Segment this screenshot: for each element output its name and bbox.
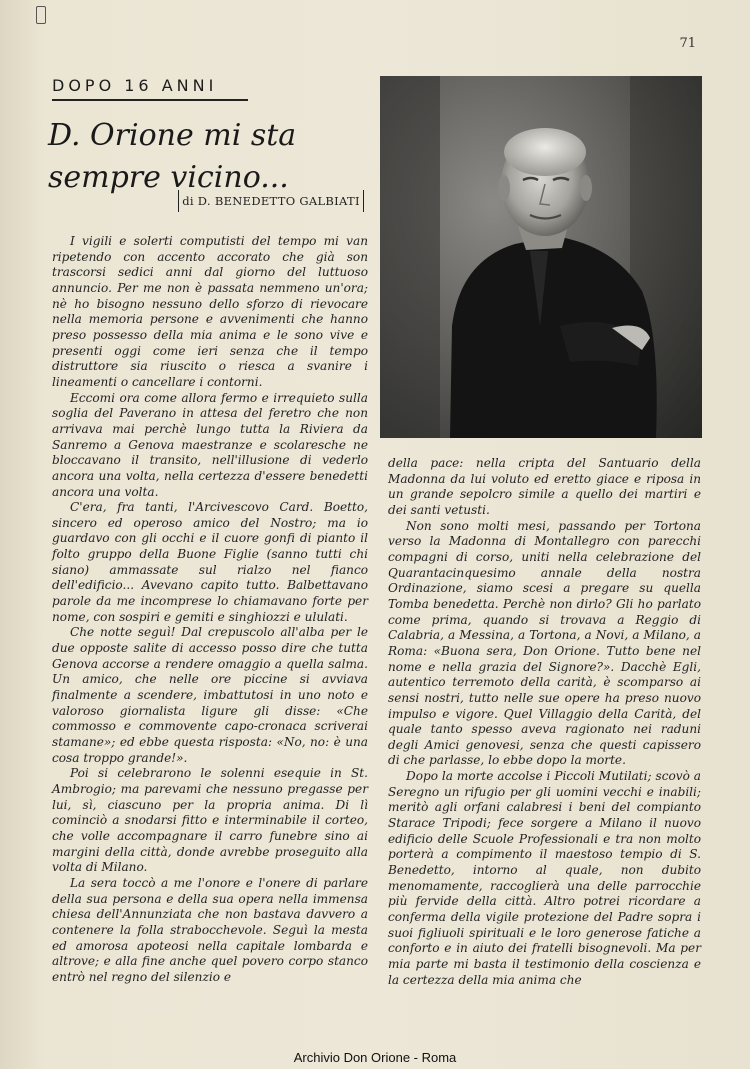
paragraph: La sera toccò a me l'onore e l'onere di parlare della sua persona e della sua opera nella immensa chiesa dell'Annunziata che non bastava davvero a contenere la folla strabocchevole. Seguì la mesta ed amorosa apoteosi nella capitale lombarda e altrove; e alla fine anche quel povero corpo stanco entrò nel regno del silenzio e [52,875,368,984]
paragraph: Non sono molti mesi, passando per Tortona verso la Madonna di Montallegro con parecchi compagni di corso, uniti nella celebrazione del Quarantacinquesimo annale della nostra Ordinazione, siamo scesi a pregare su quella Tomba benedetta. Perchè non dirlo? Gli ho parlato come prima, quando si trovava a Reggio di Calabria, a Messina, a Tortona, a Novi, a Milano, a Roma: «Buona sera, Don Orione. Tutto bene nel nome e nella grazia del Signore?». Dacchè Egli, autentico terremoto della carità, è scomparso ai sensi nostri, tutto nelle sue opere ha preso nuovo impulso e vigore. Quel Villaggio della Carità, del quale tanto spesso aveva ragionato nei raduni degli Amici genovesi, senza che questi capissero di che parlasse, lo ebbe dopo la morte. [388,518,701,768]
section-label: DOPO 16 ANNI [52,76,248,101]
portrait-photo [380,76,702,438]
author-byline: di D. BENEDETTO GALBIATI [178,190,364,212]
left-column [52,234,368,986]
corner-mark-icon [36,6,46,24]
paragraph: C'era, fra tanti, l'Arcivescovo Card. Boetto, sincero ed operoso amico del Nostro; ma io guardavo con gli occhi e il cuore gonfi di pianto il folto gruppo della Buone Figlie (sanno tutti chi siano) ammassate sul rialzo nel fianco dell'edificio... Avevano capito tutto. Balbettavano parole da me incomprese lo chiamavano forte per nome, con sospiri e gemiti e singhiozzi e ululati. [52,500,368,624]
right-column [388,456,701,988]
portrait-photo-icon [380,76,702,438]
article-title: D. Orione mi sta sempre vicino... [48,118,297,195]
paragraph: della pace: nella cripta del Santuario della Madonna da lui voluto ed eretto giace e riposa in un grande sepolcro simile a quello dei martiri e dei santi vetusti. [388,456,701,517]
paragraph: Che notte seguì! Dal crepuscolo all'alba per le due opposte salite di accesso posso dire che tutta Genova accorse a rendere omaggio a quella salma. Un amico, che nelle ore piccine si avviava finalmente a scendere, imbattutosi in uno noto e valoroso giornalista ligure gli disse: «Che commosso e commovente capo-cronaca scriverai stamane»; ed ebbe questa risposta: «No, no: è una cosa troppo grande!». [52,625,368,765]
page-number: 71 [679,36,696,51]
paragraph: Poi si celebrarono le solenni esequie in St. Ambrogio; ma parevami che nessuno pregasse per lui, sì, ciascuno per la propria anima. Di lì cominciò a snodarsi fitto e interminabile il corteo, che volle accompagnare il carro funebre sino ai margini della città, donde avrebbe proseguito alla volta di Milano. [52,766,368,875]
paragraph: Dopo la morte accolse i Piccoli Mutilati; scovò a Seregno un rifugio per gli uomini vecchi e inabili; meritò agli orfani calabresi i beni del compianto Starace Tripodi; fece sorgere a Milano il nuovo edificio delle Scuole Professionali e tra non molto porterà a compimento il maestoso tempio di S. Benedetto, intorno al quale, non dubito menomamente, raccoglierà una delle parrocchie più fervide della città. Altro potrei ricordare a conferma della vigile protezione del Padre sopra i suoi figliuoli spirituali e le loro generose fatiche a conforto e in aiuto dei fratelli bisognevoli. Ma per mia parte mi basta il testimonio della coscienza e la certezza della mia anima che [388,769,701,987]
paragraph: Eccomi ora come allora fermo e irrequieto sulla soglia del Paverano in attesa del feretro che non arrivava mai perchè lungo tutta la Riviera da Sanremo a Genova maestranze e scolaresche ne bloccavano il transito, nell'illusione di vederlo ancora una volta, nella certezza d'essere benedetti ancora una volta. [52,390,368,499]
archive-footer: Archivio Don Orione - Roma [293,1050,457,1065]
paragraph: I vigili e solerti computisti del tempo mi van ripetendo con accento accorato che già son trascorsi sedici anni dal giorno del luttuoso annuncio. Per me non è passata nemmeno un'ora; nè ho bisogno nessuno dello sforzo di rievocare nella memoria persone e avvenimenti che hanno preso possesso della mia anima e le sono vive e presenti oggi come ieri senza che il tempo distruttore sia riuscito o riesca a svanire i lineamenti o cancellare i contorni. [52,234,368,389]
